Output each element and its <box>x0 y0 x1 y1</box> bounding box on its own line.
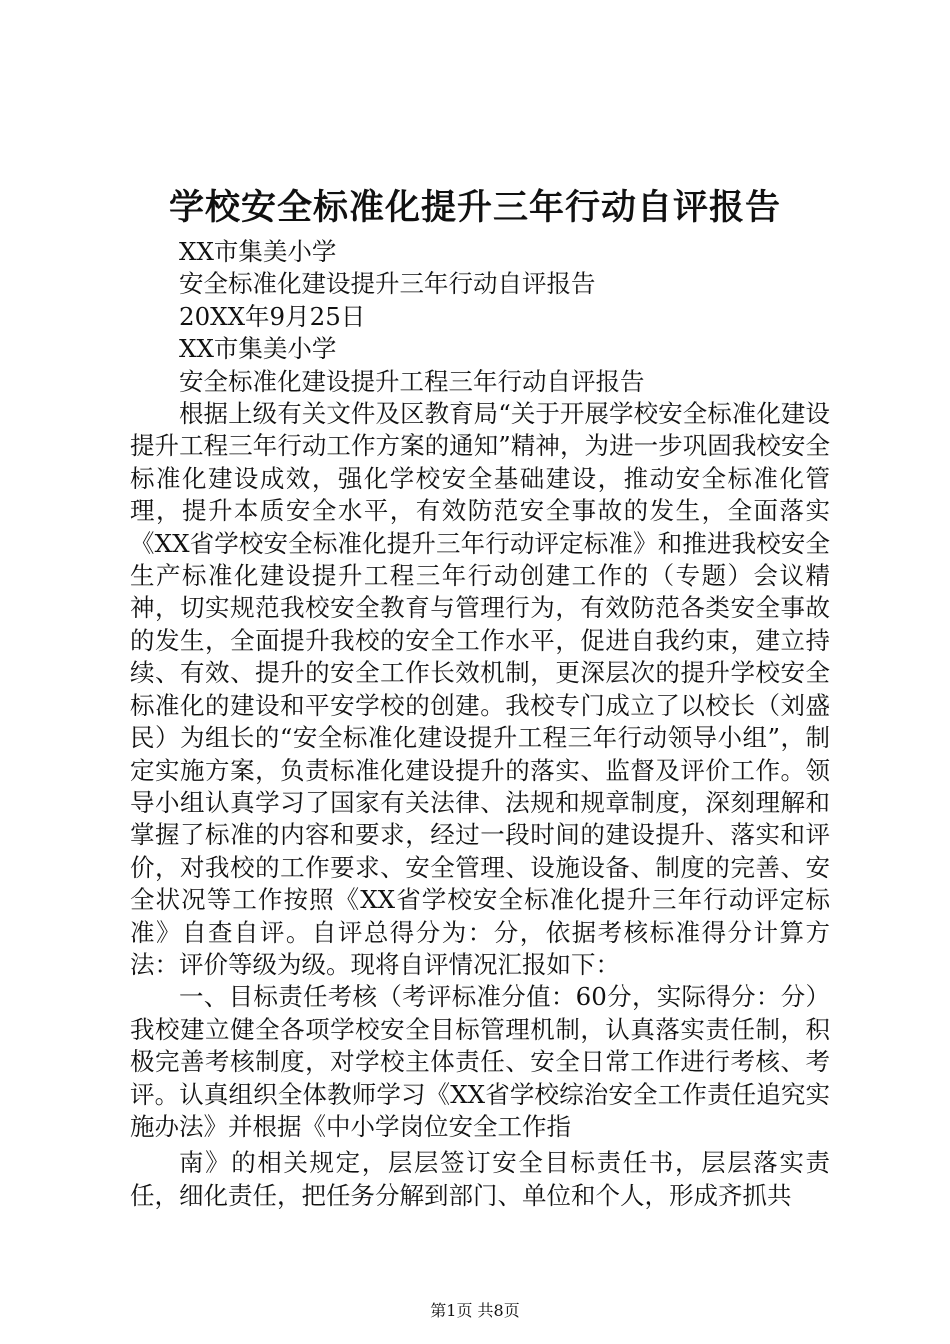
body-paragraph-intro: 根据上级有关文件及区教育局“关于开展学校安全标准化建设提升工程三年行动工作方案的通知”精神，为进一步巩固我校安全标准化建设成效，强化学校安全基础建设，推动安全标准化管理，提升本质安全水平，有效防范安全事故的发生，全面落实《XX省学校安全标准化提升三年行动评定标准》和推进我校安全生产标准化建设提升工程三年行动创建工作的（专题）会议精神，切实规范我校安全教育与管理行为，有效防范各类安全事故的发生，全面提升我校的安全工作水平，促进自我约束，建立持续、有效、提升的安全工作长效机制，更深层次的提升学校安全标准化的建设和平安学校的创建。我校专门成立了以校长（刘盛民）为组长的“安全标准化建设提升工程三年行动领导小组”，制定实施方案，负责标准化建设提升的落实、监督及评价工作。领导小组认真学习了国家有关法律、法规和规章制度，深刻理解和掌握了标准的内容和要求，经过一段时间的建设提升、落实和评价，对我校的工作要求、安全管理、设施设备、制度的完善、安全状况等工作按照《XX省学校安全标准化提升三年行动评定标准》自查自评。自评总得分为：分，依据考核标准得分计算方法：评价等级为级。现将自评情况汇报如下： <box>130 399 830 979</box>
school-name-line: XX市集美小学 <box>179 237 337 266</box>
report-subtitle-line-2: 安全标准化建设提升工程三年行动自评报告 <box>179 366 645 396</box>
body-paragraph-continued: 南》的相关规定，层层签订安全目标责任书，层层落实责任，细化责任，把任务分解到部门、单位和个人，形成齐抓共 <box>130 1148 830 1210</box>
report-subtitle-line: 安全标准化建设提升三年行动自评报告 <box>179 269 596 299</box>
document-title: 学校安全标准化提升三年行动自评报告 <box>168 187 781 228</box>
document-body <box>130 236 830 1212</box>
report-date-line: 20XX年9月25日 <box>179 301 366 331</box>
page-footer: 第1页 共8页 <box>430 1301 520 1320</box>
school-name-line-2: XX市集美小学 <box>179 334 337 364</box>
body-paragraph-section-1: 一、目标责任考核（考评标准分值：60分，实际得分：分）我校建立健全各项学校安全目标管理机制，认真落实责任制，积极完善考核制度，对学校主体责任、安全日常工作进行考核、考评。认真组织全体教师学习《XX省学校综治安全工作责任追究实施办法》并根据《中小学岗位安全工作指 <box>130 982 830 1141</box>
